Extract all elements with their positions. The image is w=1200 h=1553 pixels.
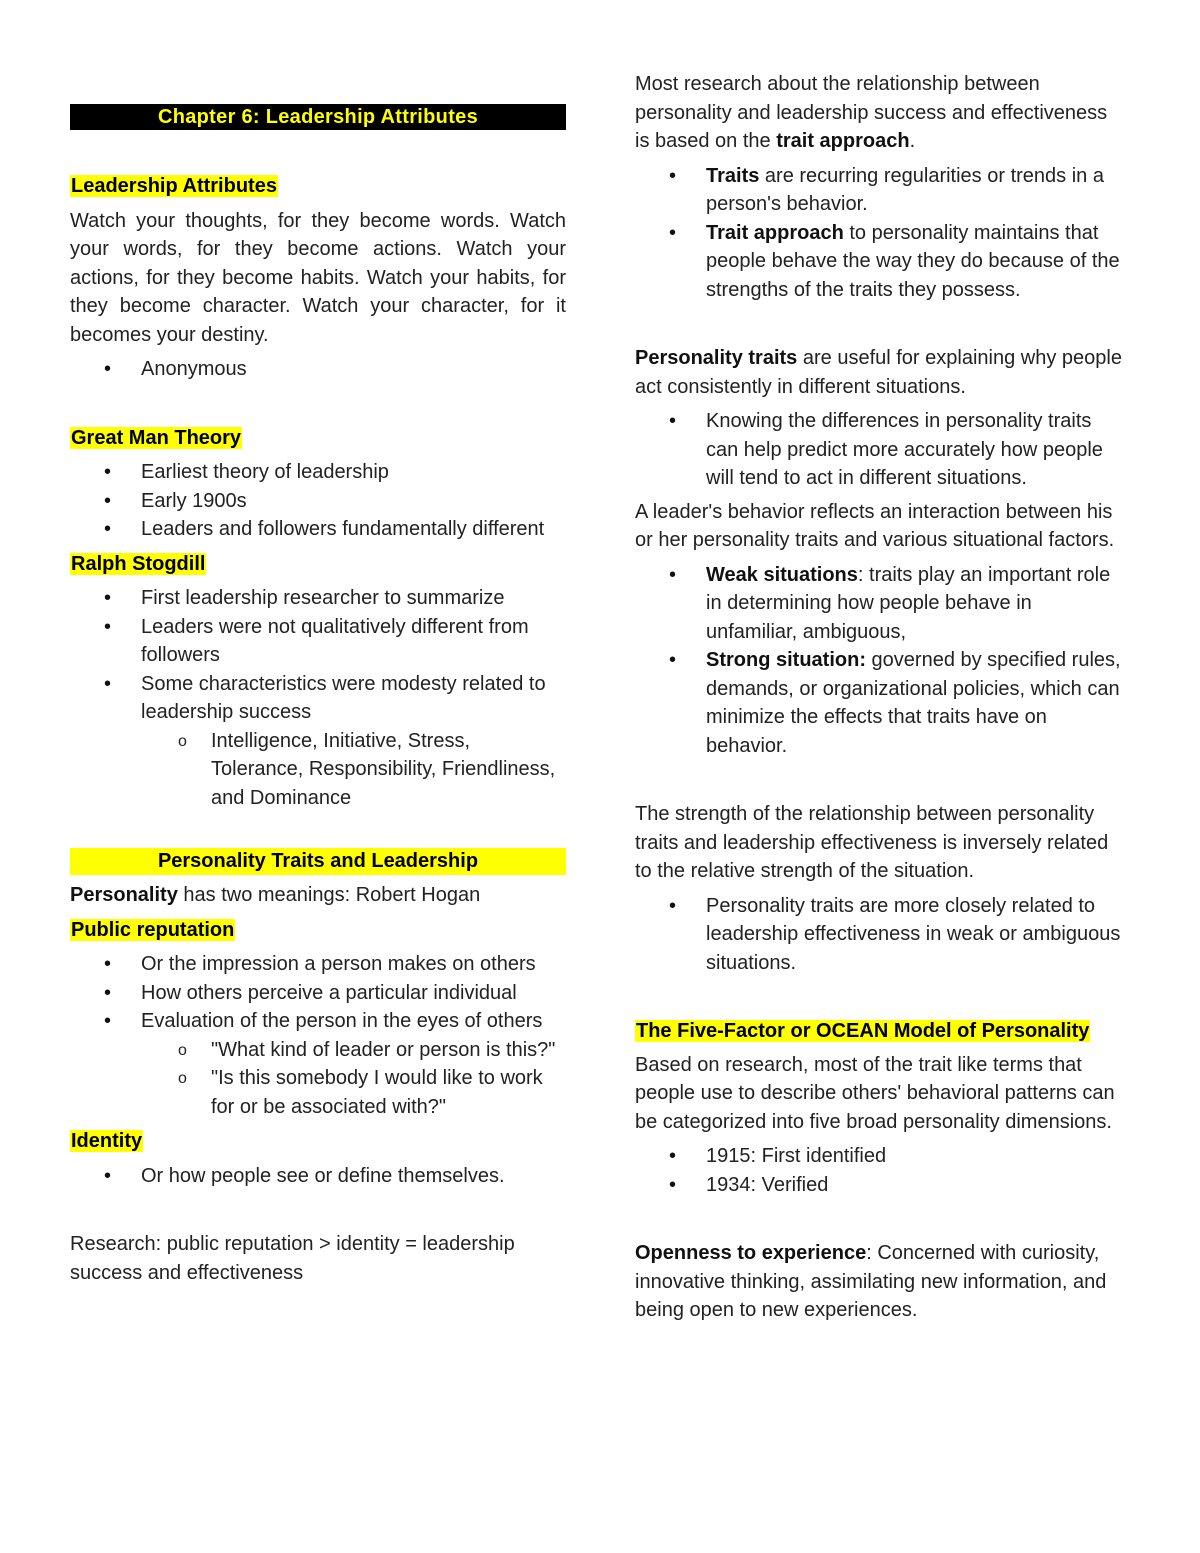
list-item: • Or how people see or define themselves. — [70, 1162, 566, 1191]
list-item: • Leaders and followers fundamentally different — [70, 515, 566, 544]
item-text: to personality maintains that people behave the way they do because of the strengths of the traits they possess. — [706, 221, 1120, 301]
item-text: are recurring regularities or trends in a person's behavior. — [706, 164, 1104, 215]
knowing-list — [635, 407, 1127, 493]
personality-intro-bold: Personality — [70, 884, 178, 906]
item-text: : traits play an important role in determining how people behave in unfamiliar, ambiguous, — [706, 563, 1111, 643]
list-item: • Or the impression a person makes on others — [70, 950, 566, 979]
intro-end: . — [909, 130, 916, 152]
ocean-heading: The Five-Factor or OCEAN Model of Personality — [636, 1020, 1090, 1042]
list-item: • First leadership researcher to summarize — [70, 584, 566, 613]
public-reputation-heading: Public reputation — [71, 918, 235, 941]
leader-behavior-paragraph: A leader's behavior reflects an interaction between his or her personality traits and various situational factors. — [635, 500, 1115, 551]
openness-paragraph — [635, 1239, 1127, 1325]
list-item-text: Evaluation of the person in the eyes of others — [141, 1010, 543, 1032]
item-bold: Weak situations — [706, 563, 858, 586]
trait-approach-intro — [635, 70, 1127, 156]
list-item — [635, 646, 1127, 760]
quote-author: • Anonymous — [70, 355, 566, 384]
intro-text: Most research about the relationship between personality and leadership success and effectiveness is based on the — [635, 73, 1108, 152]
strength-list — [635, 892, 1127, 978]
personality-intro-rest: has two meanings: Robert Hogan — [177, 884, 481, 906]
quote-author-list — [70, 355, 566, 384]
personality-traits-paragraph — [635, 344, 1127, 401]
identity-heading: Identity — [71, 1130, 143, 1152]
list-item: • Early 1900s — [70, 487, 566, 516]
list-item: • 1915: First identified — [635, 1142, 1127, 1171]
sub-list-item: o "Is this somebody I would like to work for or be associated with?" — [70, 1064, 566, 1121]
leadership-attributes-heading: Leadership Attributes — [71, 175, 277, 197]
personality-traits-bold: Personality traits — [635, 347, 798, 369]
item-text: governed by specified rules, demands, or organizational policies, which can minimize the effects that traits have on behavior. — [706, 649, 1121, 757]
right-column — [635, 0, 1127, 1325]
left-column — [70, 0, 566, 1287]
item-bold: Traits — [706, 164, 760, 187]
quote-text: Watch your thoughts, for they become words. Watch your words, for they become actions. Watch your actions, for they become habits. Watch your habits, for they become character. Watch your character, for it becomes your destiny. — [70, 209, 566, 346]
stogdill-sublist — [141, 727, 566, 813]
research-text: Research: public reputation > identity = leadership success and effectiveness — [70, 1233, 515, 1284]
list-item-text: Some characteristics were modesty related to leadership success — [141, 672, 546, 723]
stogdill-list — [70, 584, 566, 812]
list-item: • Knowing the differences in personality traits can help predict more accurately how people will tend to act in different situations. — [635, 407, 1127, 493]
public-reputation-sublist — [141, 1036, 566, 1122]
sub-list-item: o "What kind of leader or person is this?" — [70, 1036, 566, 1065]
great-man-heading: Great Man Theory — [71, 426, 242, 449]
great-man-list — [70, 458, 566, 544]
ocean-paragraph: Based on research, most of the trait like terms that people use to describe others' behavioral patterns can be categorized into five broad personality dimensions. — [635, 1053, 1115, 1133]
openness-bold: Openness to experience — [635, 1242, 867, 1264]
personality-intro — [70, 881, 566, 910]
list-item: • 1934: Verified — [635, 1171, 1127, 1200]
chapter-title: Chapter 6: Leadership Attributes — [70, 104, 566, 130]
identity-list — [70, 1162, 566, 1191]
item-bold: Trait approach — [706, 221, 844, 244]
list-item: • Leaders were not qualitatively different from followers — [70, 613, 566, 670]
item-bold: Strong situation: — [706, 649, 866, 671]
public-reputation-list — [70, 950, 566, 1121]
trait-list — [635, 162, 1127, 305]
list-item — [635, 561, 1127, 647]
sub-list-item: o Intelligence, Initiative, Stress, Tolerance, Responsibility, Friendliness, and Dominance — [70, 727, 566, 813]
list-item — [70, 1007, 566, 1121]
list-item — [70, 670, 566, 813]
personality-traits-text: are useful for explaining why people act consistently in different situations. — [635, 347, 1122, 398]
strength-paragraph: The strength of the relationship between personality traits and leadership effectiveness is inversely related to the relative strength of the situation. — [635, 803, 1109, 882]
ocean-list — [635, 1142, 1127, 1199]
list-item — [635, 219, 1127, 305]
list-item: • How others perceive a particular individual — [70, 979, 566, 1008]
list-item: • Personality traits are more closely related to leadership effectiveness in weak or ambiguous situations. — [635, 892, 1127, 978]
list-item: • Earliest theory of leadership — [70, 458, 566, 487]
stogdill-heading: Ralph Stogdill — [71, 552, 206, 575]
list-item — [635, 162, 1127, 219]
personality-section-heading: Personality Traits and Leadership — [70, 848, 566, 875]
intro-bold: trait approach — [776, 130, 910, 152]
openness-text: : Concerned with curiosity, innovative thinking, assimilating new information, and being open to new experiences. — [635, 1242, 1107, 1321]
situation-list — [635, 561, 1127, 761]
